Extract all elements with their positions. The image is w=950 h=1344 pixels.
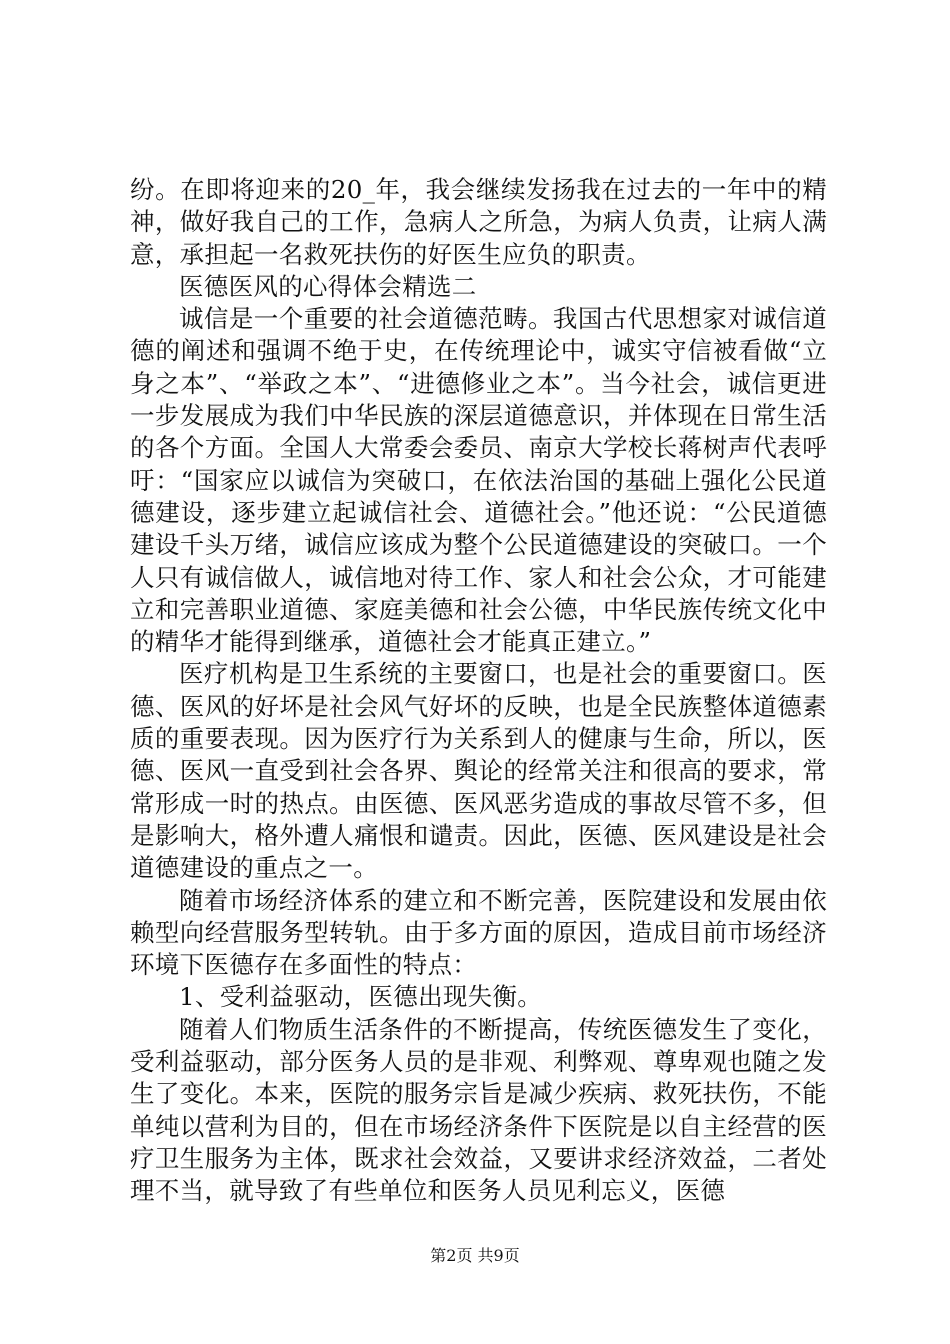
document-body <box>130 174 827 1208</box>
section-heading: 医德医风的心得体会精选二 <box>179 271 477 301</box>
paragraph-medical-institutions: 医疗机构是卫生系统的主要窗口，也是社会的重要窗口。医德、医风的好坏是社会风气好坏的反映，也是全民族整体道德素质的重要表现。因为医疗行为关系到人的健康与生命，所以，医德、医风一直受到社会各界、舆论的经常关注和很高的要求，常常形成一时的热点。由医德、医风恶劣造成的事故尽管不多，但是影响大，格外遭人痛恨和谴责。因此，医德、医风建设是社会道德建设的重点之一。 <box>130 659 827 883</box>
paragraph-continuation: 纷。在即将迎来的20_年，我会继续发扬我在过去的一年中的精神，做好我自己的工作，急病人之所急，为病人负责，让病人满意，承担起一名救死扶伤的好医生应负的职责。 <box>130 175 827 269</box>
paragraph-integrity: 诚信是一个重要的社会道德范畴。我国古代思想家对诚信道德的阐述和强调不绝于史，在传统理论中，诚实守信被看做“立身之本”、“举政之本”、“进德修业之本”。当今社会，诚信更进一步发展成为我们中华民族的深层道德意识，并体现在日常生活的各个方面。全国人大常委会委员、南京大学校长蒋树声代表呼吁：“国家应以诚信为突破口，在依法治国的基础上强化公民道德建设，逐步建立起诚信社会、道德社会。”他还说：“公民道德建设千头万绪，诚信应该成为整个公民道德建设的突破口。一个人只有诚信做人，诚信地对待工作、家人和社会公众，才可能建立和完善职业道德、家庭美德和社会公德，中华民族传统文化中的精华才能得到继承，道德社会才能真正建立。” <box>130 304 827 657</box>
paragraph-market-economy: 随着市场经济体系的建立和不断完善，医院建设和发展由依赖型向经营服务型转轨。由于多方面的原因，造成目前市场经济环境下医德存在多面性的特点： <box>130 885 827 980</box>
list-item-1: 1、受利益驱动，医德出现失衡。 <box>179 982 543 1012</box>
paragraph-interest-driven: 随着人们物质生活条件的不断提高，传统医德发生了变化，受利益驱动，部分医务人员的是非观、利弊观、尊卑观也随之发生了变化。本来，医院的服务宗旨是减少疾病、救死扶伤，不能单纯以营利为目的，但在市场经济条件下医院是以自主经营的医疗卫生服务为主体，既求社会效益，又要讲求经济效益，二者处理不当，就导致了有些单位和医务人员见利忘义，医德 <box>130 1014 827 1206</box>
page-footer: 第2页 共9页 <box>430 1246 520 1265</box>
